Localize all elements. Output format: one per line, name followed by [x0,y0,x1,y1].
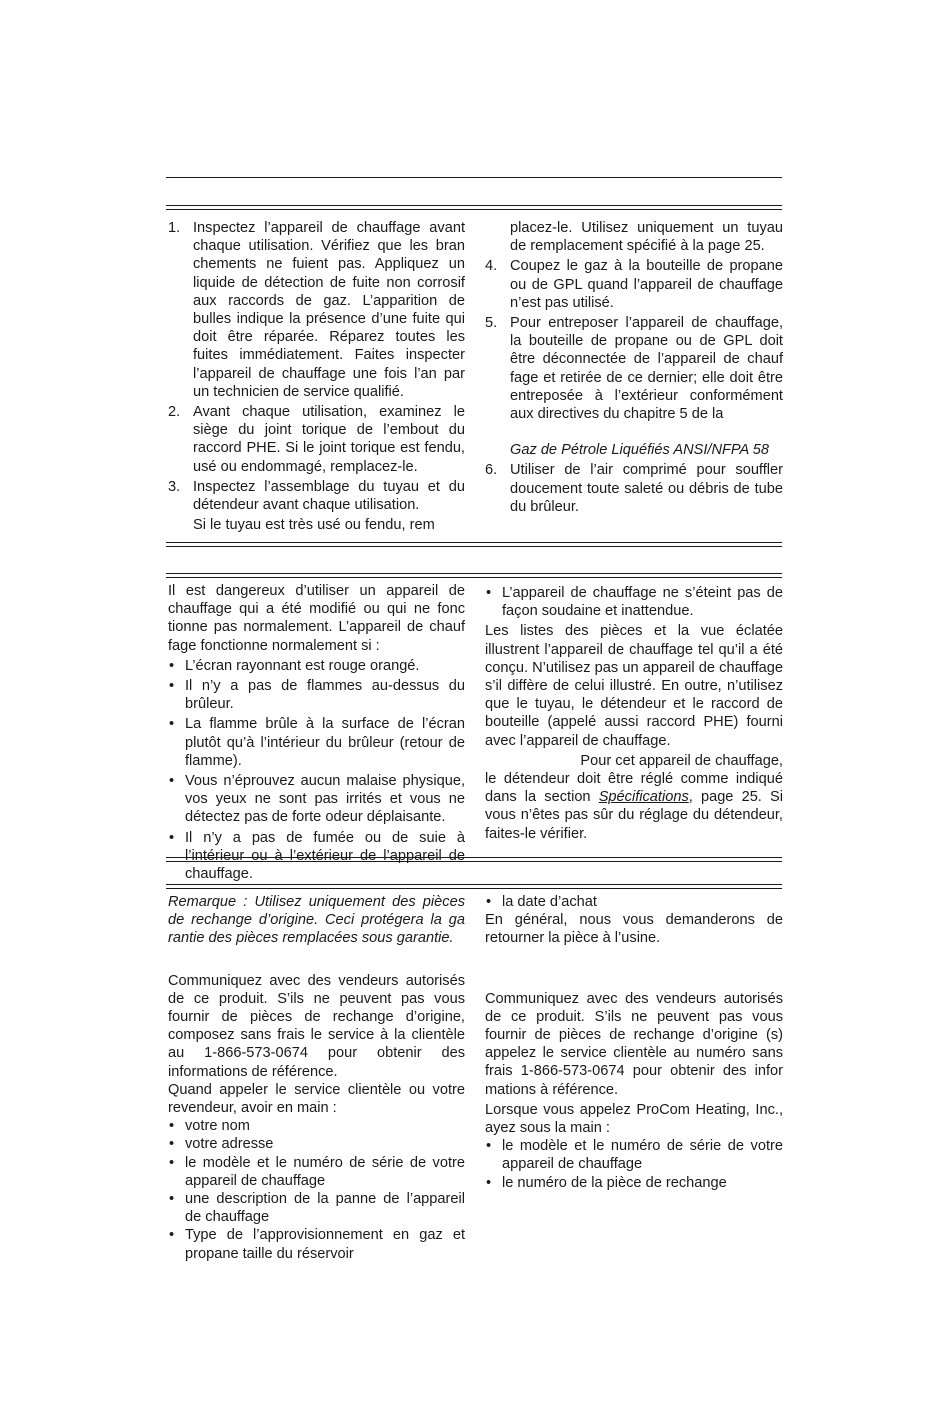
list-item: • votre adresse [168,1135,465,1153]
item3-continued-text: placez-le. Utilisez uniquement un tuyau de remplacement spécifié à la page 25. [510,220,783,255]
section-rule-top-1 [166,205,782,206]
header-rule [166,177,782,178]
regulator-paragraph: Pour cet appareil de chauffage, le détendeur doit être réglé comme indiqué dans la section Spécifications, page 25. Si vous n’êtes pas sûr du réglage du détendeur, faites-le vérifier. [485,752,783,842]
list-item: 2. Avant chaque utilisation, examinez le siège du joint torique de l’embout du raccord PHE. Si le joint torique est fendu, usé ou endommagé, remplacez-le. [168,404,465,475]
list-item: • le numéro de la pièce de rechange [485,1174,783,1192]
maintenance-left-column [168,219,465,534]
list-item: • le modèle et le numéro de série de votre appareil de chauffage [485,1137,783,1173]
list-item: • Type de l’approvisionnement en gaz et propane taille du réservoir [168,1226,465,1262]
list-item: • Vous n’éprouvez aucun malaise physique, vos yeux ne sont pas irrités et vous ne détectez pas de forte odeur déplaisante. [168,772,465,827]
operation-right-column [485,584,783,843]
parts-diagram-paragraph: Les listes des pièces et la vue éclatée illustrent l’appareil de chauffage tel qu’il a été conçu. N’utilisez pas un appareil de chauffage s’il diffère de celui illustré. En outre, n’utilisez que le tuyau, le détendeur et le raccord de bouteille (appelé aussi raccord PHE) fourni avec l’appareil de chauffage. [485,623,783,749]
list-item: • le modèle et le numéro de série de votre appareil de chauffage [168,1154,465,1190]
list-item: 4. Coupez le gaz à la bouteille de propane ou de GPL quand l’appareil de chauffage n’est pas utilisé. [485,258,783,311]
operation-intro: Il est dangereux d’utiliser un appareil de chauffage qui a été modifié ou qui ne fonc tionne pas normalement. L’appareil de chauf fage fonctionne normalement si : [168,583,465,654]
list-item: • L’appareil de chauffage ne s’éteint pas de façon soudaine et inattendue. [485,584,783,620]
list-item: • Il n’y a pas de fumée ou de suie à l’intérieur ou à l’extérieur de l’appareil de chauffage. [168,829,465,884]
call-info-bullets [168,1117,465,1263]
maintenance-list-right-2 [485,461,783,516]
operation-left-column [168,582,465,885]
section-rule-top-2 [166,573,782,574]
maintenance-list [168,219,465,514]
when-to-call-paragraph: Quand appeler le service clientèle ou votre revendeur, avoir en main : [168,1081,465,1117]
list-item: 3. Inspectez l’assemblage du tuyau et du détendeur avant chaque utilisation. [168,478,465,514]
procom-bullets [485,1137,783,1192]
section-rule-bottom-1b [166,546,782,547]
contact-paragraph-2: Communiquez avec des vendeurs autorisés de ce produit. S’ils ne peuvent pas vous fournir de pièces de rechange d’origine (s) appelez le service clientèle au numéro sans frais 1-866-573-0674 pour obtenir des infor mations à référence. [485,990,783,1098]
standard-reference: Gaz de Pétrole Liquéfiés ANSI/NFPA 58 [510,442,770,459]
section-rule-bottom-1 [166,542,782,543]
parts-left-column [168,893,465,1263]
list-item: 1. Inspectez l’appareil de chauffage avant chaque utilisation. Vérifiez que les bran chements ne fuient pas. Appliquez un liquide de détection de fuite non corrosif aux raccords de gaz. L’apparition de bulles indique la présence d’une fuite qui doit être réparée. Réparez toutes les fuites immédiatement. Faites inspecter l’appareil de chauffage une fois l’an par un technicien de service qualifié. [168,220,465,400]
section-rule-top-3b [166,888,782,889]
section-rule-top-2b [166,577,782,578]
list-item: • Il n’y a pas de flammes au-dessus du brûleur. [168,677,465,713]
list-item: 5. Pour entreposer l’appareil de chauffage, la bouteille de propane ou de GPL doit être déconnectée de l’appareil de chauf fage et retirée de ce dernier; elle doit être entreposée à l’extérieur conformément aux directives du chapitre 5 de la [485,315,783,423]
list-item: • La flamme brûle à la surface de l’écran plutôt qu’à l’intérieur du brûleur (retour de flamme). [168,715,465,770]
operation-bullets [168,657,465,883]
return-paragraph: En général, nous vous demanderons de retourner la pièce à l’usine. [485,912,783,947]
list-item: • L’écran rayonnant est rouge orangé. [168,657,465,675]
section-rule-top-1b [166,209,782,210]
operation-bullets-right [485,584,783,620]
call-info-bullets-right [485,893,783,911]
maintenance-right-column [485,219,783,518]
list-item: • votre nom [168,1117,465,1135]
item3-continuation: Si le tuyau est très usé ou fendu, rem [193,517,435,534]
specifications-link[interactable]: Spécifications [598,789,689,806]
contact-paragraph: Communiquez avec des vendeurs autorisés de ce produit. S’ils ne peuvent pas vous fournir de pièces de rechange d’origine, composez sans frais le service à la clientèle au 1-866-573-0674 pour obtenir des informations de référence. [168,972,465,1080]
list-item: • la date d’achat [485,893,783,911]
procom-paragraph: Lorsque vous appelez ProCom Heating, Inc., ayez sous la main : [485,1101,783,1137]
list-item: 6. Utiliser de l’air comprimé pour souffler doucement toute saleté ou débris de tube du brûleur. [485,462,783,515]
maintenance-list-right [485,257,783,423]
list-item: • une description de la panne de l’appareil de chauffage [168,1190,465,1226]
parts-note: Remarque : Utilisez uniquement des pièces de rechange d’origine. Ceci protégera la ga rantie des pièces remplacées sous garantie. [168,894,465,947]
parts-right-column [485,893,783,1192]
